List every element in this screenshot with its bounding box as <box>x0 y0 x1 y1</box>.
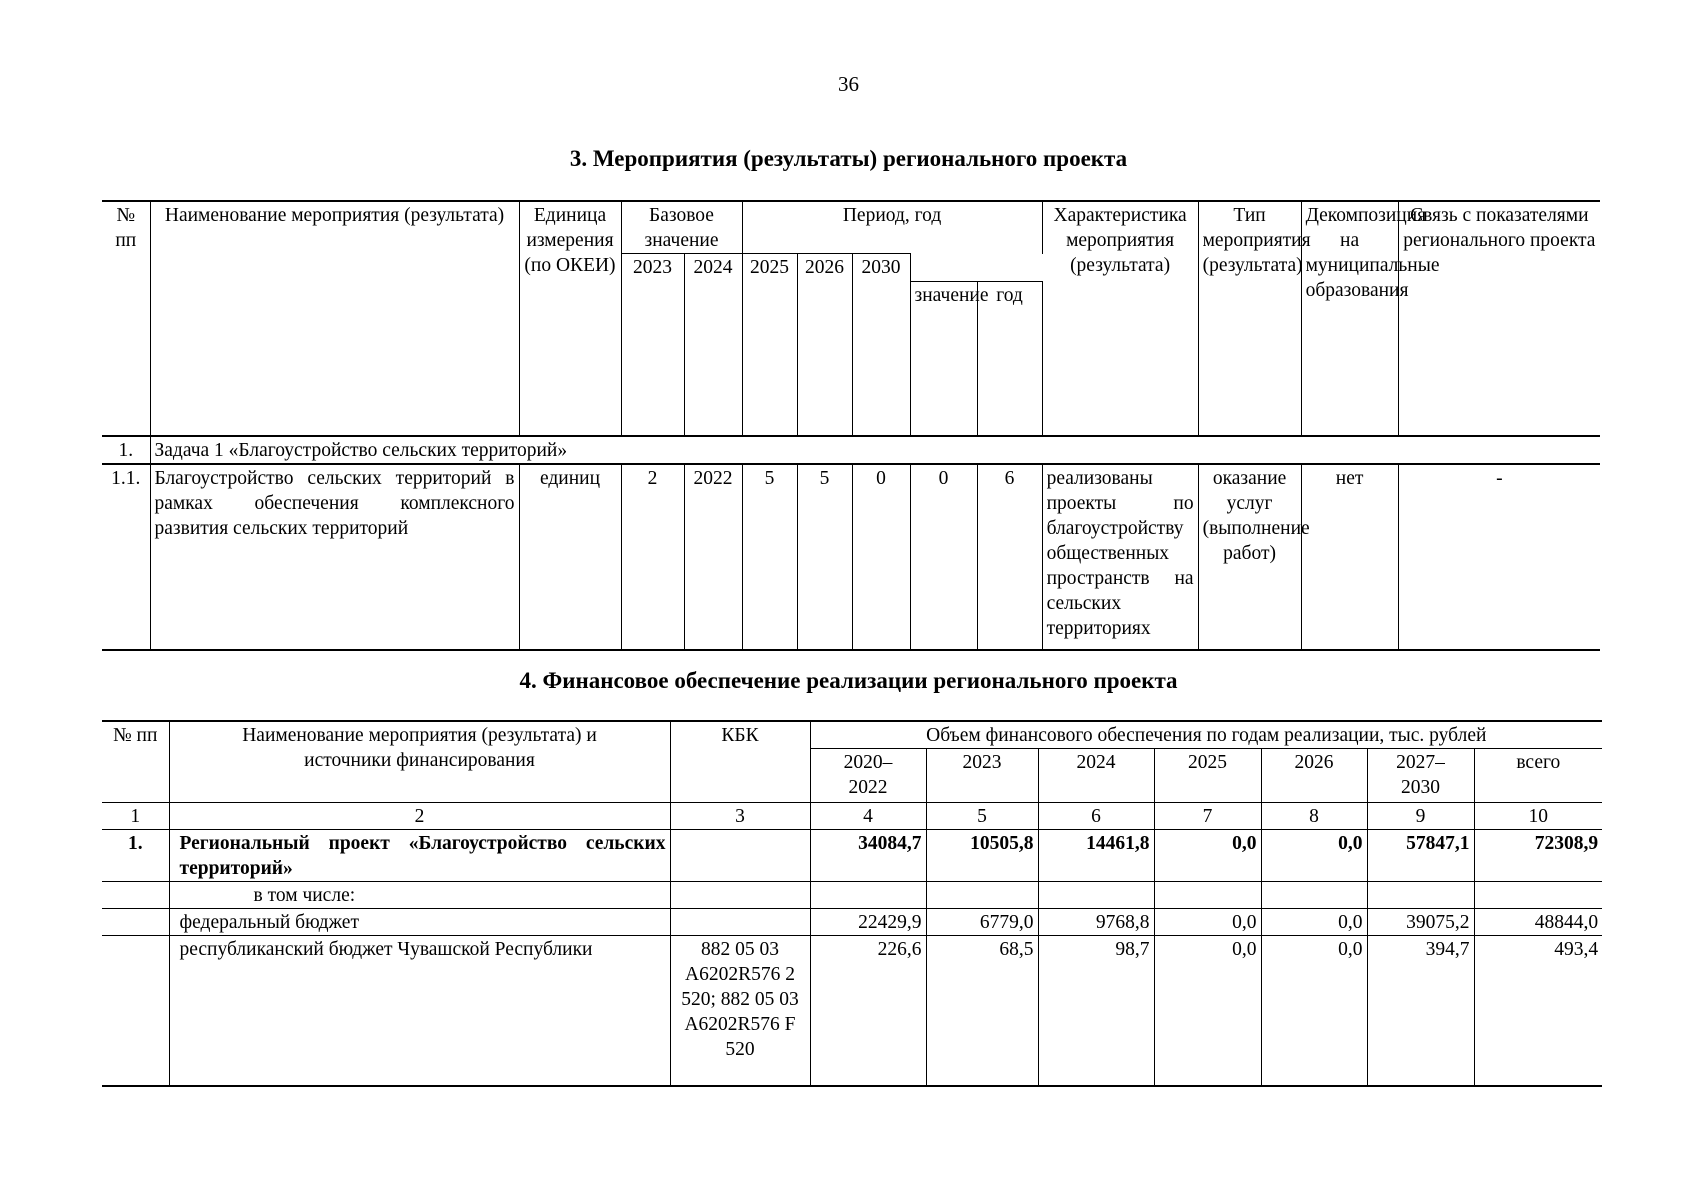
fin-row-value: 493,4 <box>1474 936 1602 1086</box>
table-row <box>102 830 1602 882</box>
financing-table <box>102 720 1602 1087</box>
fin-row-value <box>1038 882 1154 909</box>
fin-row-value: 0,0 <box>1261 936 1367 1086</box>
section-3-title: 3. Мероприятия (результаты) регионального проекта <box>569 146 1128 171</box>
row-type: оказание услуг (выполнение работ) <box>1198 464 1301 650</box>
fin-row-value <box>926 882 1038 909</box>
header-base-year: год <box>977 282 1042 436</box>
row-link: - <box>1398 464 1600 650</box>
header-year-2023: 2023 <box>621 254 684 436</box>
col-number: 8 <box>1261 803 1367 830</box>
col-number: 1 <box>102 803 169 830</box>
fin-row-value: 226,6 <box>810 936 926 1086</box>
fin-row-value: 9768,8 <box>1038 909 1154 936</box>
header-year-2025: 2025 <box>742 254 797 436</box>
row-base-value: 2 <box>621 464 684 650</box>
header-year-2030: 2030 <box>852 254 910 436</box>
header-type: Тип мероприятия (результата) <box>1198 201 1301 436</box>
fin-row-value: 0,0 <box>1154 909 1261 936</box>
fin-row-num <box>102 936 169 1086</box>
fin-header-num: № пп <box>102 721 169 803</box>
col-number: 9 <box>1367 803 1474 830</box>
col-number: 7 <box>1154 803 1261 830</box>
fin-row-value: 98,7 <box>1038 936 1154 1086</box>
header-link: Связь с показателями регионального проекта <box>1398 201 1600 436</box>
fin-header-kbk: КБК <box>670 721 810 803</box>
col-number: 10 <box>1474 803 1602 830</box>
fin-row-value <box>1261 882 1367 909</box>
fin-row-value: 14461,8 <box>1038 830 1154 882</box>
header-year-2024: 2024 <box>684 254 742 436</box>
fin-row-num <box>102 882 169 909</box>
row-value-2025: 0 <box>852 464 910 650</box>
fin-row-value: 394,7 <box>1367 936 1474 1086</box>
row-characteristic: реализованы проекты по благоустройству общественных пространств на сельских территориях <box>1042 464 1198 650</box>
row-num: 1.1. <box>102 464 150 650</box>
fin-row-value: 0,0 <box>1261 830 1367 882</box>
fin-header-year-2024: 2024 <box>1038 749 1154 803</box>
row-value-2030: 6 <box>977 464 1042 650</box>
task-num: 1. <box>102 436 150 464</box>
fin-header-year-2023: 2023 <box>926 749 1038 803</box>
fin-row-kbk <box>670 882 810 909</box>
row-base-year: 2022 <box>684 464 742 650</box>
fin-header-year-2020-2022: 2020– 2022 <box>810 749 926 803</box>
fin-row-value: 0,0 <box>1154 936 1261 1086</box>
fin-header-year-2026: 2026 <box>1261 749 1367 803</box>
fin-header-volume: Объем финансового обеспечения по годам реализации, тыс. рублей <box>810 721 1602 749</box>
fin-row-value: 48844,0 <box>1474 909 1602 936</box>
fin-row-value: 57847,1 <box>1367 830 1474 882</box>
row-decomposition: нет <box>1301 464 1398 650</box>
fin-row-value: 0,0 <box>1261 909 1367 936</box>
header-characteristic: Характеристика мероприятия (результата) <box>1042 201 1198 436</box>
row-name: Благоустройство сельских территорий в рамках обеспечения комплексного развития сельских территорий <box>150 464 519 650</box>
col-number: 6 <box>1038 803 1154 830</box>
col-number: 5 <box>926 803 1038 830</box>
col-number: 2 <box>169 803 670 830</box>
col-number: 4 <box>810 803 926 830</box>
header-unit: Единица измерения (по ОКЕИ) <box>519 201 621 436</box>
fin-row-value: 34084,7 <box>810 830 926 882</box>
header-num: № пп <box>102 201 150 436</box>
fin-row-value: 10505,8 <box>926 830 1038 882</box>
fin-row-value: 68,5 <box>926 936 1038 1086</box>
header-base-value: значение <box>910 282 977 436</box>
fin-row-name: республиканский бюджет Чувашской Республики <box>169 936 670 1086</box>
col-number: 3 <box>670 803 810 830</box>
header-period: Период, год <box>742 201 1042 254</box>
fin-row-name: в том числе: <box>169 882 670 909</box>
table-row <box>102 882 1602 909</box>
header-decomposition: Декомпозиция на муниципальные образования <box>1301 201 1398 436</box>
table-row <box>102 464 1600 650</box>
fin-row-value <box>1474 882 1602 909</box>
fin-row-kbk: 882 05 03 А6202R576 2 520; 882 05 03 А6202R576 F 520 <box>670 936 810 1086</box>
fin-row-num <box>102 909 169 936</box>
fin-header-year-2027-2030: 2027– 2030 <box>1367 749 1474 803</box>
row-value-2023: 5 <box>742 464 797 650</box>
task-text: Задача 1 «Благоустройство сельских территорий» <box>150 436 1600 464</box>
row-value-2024: 5 <box>797 464 852 650</box>
fin-row-name: Региональный проект «Благоустройство сельских территорий» <box>169 830 670 882</box>
fin-row-value: 39075,2 <box>1367 909 1474 936</box>
header-base: Базовое значение <box>621 201 742 254</box>
page-number: 36 <box>838 72 859 96</box>
fin-row-value <box>810 882 926 909</box>
fin-row-value: 0,0 <box>1154 830 1261 882</box>
fin-row-num: 1. <box>102 830 169 882</box>
column-number-row <box>102 803 1602 830</box>
fin-header-year-2025: 2025 <box>1154 749 1261 803</box>
table-row <box>102 909 1602 936</box>
task-row <box>102 436 1600 464</box>
fin-row-value <box>1154 882 1261 909</box>
table-row <box>102 936 1602 1086</box>
results-table <box>102 200 1600 651</box>
fin-row-kbk <box>670 830 810 882</box>
fin-row-value: 72308,9 <box>1474 830 1602 882</box>
fin-row-value: 22429,9 <box>810 909 926 936</box>
fin-header-total: всего <box>1474 749 1602 803</box>
fin-header-name: Наименование мероприятия (результата) и источники финансирования <box>169 721 670 803</box>
section-4-title: 4. Финансовое обеспечение реализации регионального проекта <box>519 668 1178 693</box>
fin-row-kbk <box>670 909 810 936</box>
header-year-2026: 2026 <box>797 254 852 436</box>
fin-row-value <box>1367 882 1474 909</box>
row-value-2026: 0 <box>910 464 977 650</box>
fin-row-value: 6779,0 <box>926 909 1038 936</box>
fin-row-name: федеральный бюджет <box>169 909 670 936</box>
header-name: Наименование мероприятия (результата) <box>150 201 519 436</box>
row-unit: единиц <box>519 464 621 650</box>
